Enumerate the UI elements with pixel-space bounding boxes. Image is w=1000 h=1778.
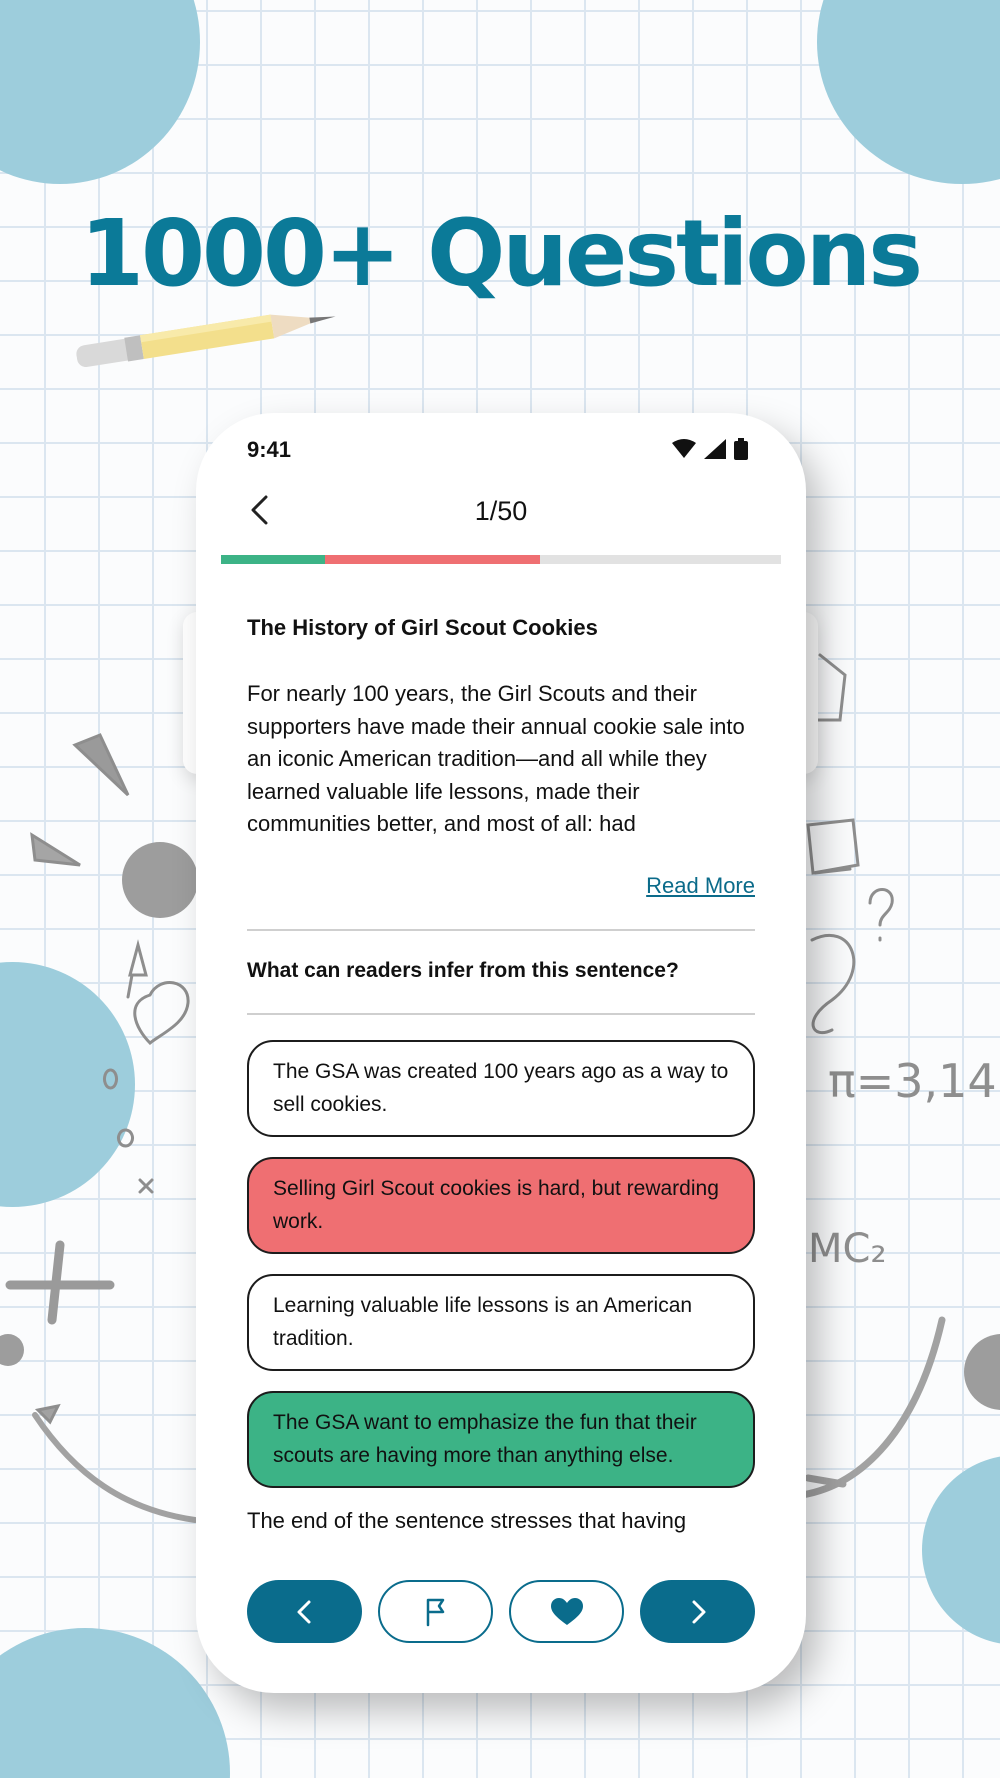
passage-title: The History of Girl Scout Cookies <box>247 615 598 640</box>
flag-icon <box>423 1597 449 1627</box>
chevron-right-icon <box>687 1599 709 1625</box>
pi-doodle: π=3,14 <box>828 1054 997 1108</box>
question-counter: 1/50 <box>474 496 528 526</box>
read-more-link[interactable]: Read More <box>646 873 755 898</box>
divider-bottom <box>247 1013 755 1015</box>
status-time: 9:41 <box>247 437 292 462</box>
answer-options <box>247 1040 755 1508</box>
divider-top <box>247 929 755 931</box>
favorite-button[interactable] <box>509 1580 624 1643</box>
battery-icon <box>734 438 748 460</box>
answer-option[interactable]: The GSA was created 100 years ago as a way to sell cookies. <box>247 1040 755 1137</box>
answer-option[interactable]: Learning valuable life lessons is an American tradition. <box>247 1274 755 1371</box>
progress-correct-segment <box>221 555 325 564</box>
answer-option[interactable]: Selling Girl Scout cookies is hard, but rewarding work. <box>247 1157 755 1254</box>
bottom-nav <box>247 1580 755 1643</box>
progress-incorrect-segment <box>325 555 541 564</box>
signal-icon <box>704 439 726 459</box>
heart-icon <box>551 1598 583 1626</box>
flag-button[interactable] <box>378 1580 493 1643</box>
passage-text: For nearly 100 years, the Girl Scouts and their supporters have made their annual cookie sale into an iconic American tradition—and all while they learned valuable life lessons, made their communities better, and most of all: had <box>247 681 745 836</box>
headline: 1000+ Questions <box>79 200 920 307</box>
status-icons <box>672 438 748 460</box>
explanation-text: The end of the sentence stresses that having <box>247 1508 687 1533</box>
chevron-left-icon <box>294 1599 316 1625</box>
phone-screen <box>196 413 806 1693</box>
mc2-doodle: MC₂ <box>808 1226 887 1272</box>
answer-option[interactable]: The GSA want to emphasize the fun that their scouts are having more than anything else. <box>247 1391 755 1488</box>
wifi-icon <box>672 439 696 459</box>
previous-button[interactable] <box>247 1580 362 1643</box>
progress-bar <box>221 555 781 564</box>
question-text: What can readers infer from this sentence? <box>247 959 679 982</box>
next-button[interactable] <box>640 1580 755 1643</box>
